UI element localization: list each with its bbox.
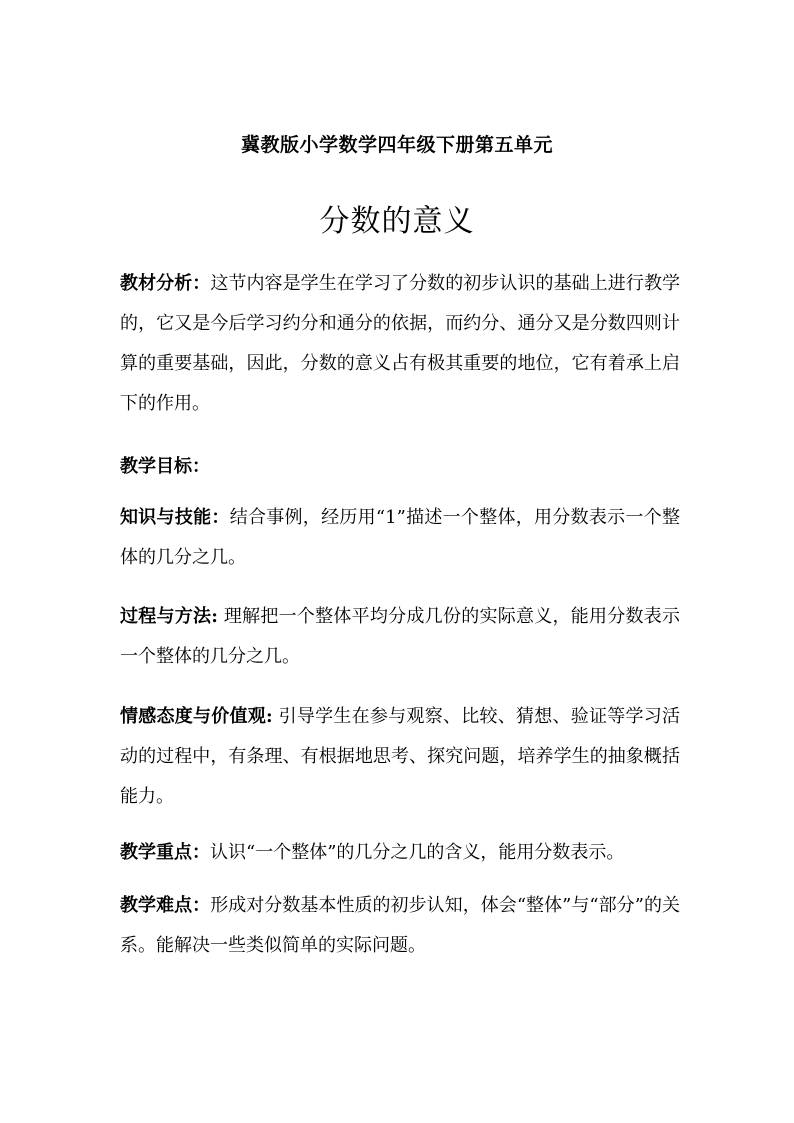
difficulty-label: 教学难点： <box>120 895 211 916</box>
process-text: 理解把一个整体平均分成几份的实际意义，能用分数表示一个整体的几分之几。 <box>120 606 680 667</box>
knowledge-paragraph <box>120 498 680 578</box>
key-point-paragraph <box>120 833 680 873</box>
document-title: 分数的意义 <box>319 204 475 239</box>
analysis-paragraph <box>120 264 680 424</box>
process-paragraph <box>120 597 680 677</box>
document-subtitle: 冀教版小学数学四年级下册第五单元 <box>240 134 553 156</box>
analysis-label: 教材分析： <box>120 273 211 294</box>
difficulty-paragraph <box>120 886 680 966</box>
emotion-label: 情感态度与价值观: <box>120 706 273 727</box>
knowledge-text: 结合事例，经历用“1”描述一个整体，用分数表示一个整体的几分之几。 <box>120 507 680 568</box>
analysis-text: 这节内容是学生在学习了分数的初步认识的基础上进行教学的，它又是今后学习约分和通分的依据，而约分、通分又是分数四则计算的重要基础，因此，分数的意义占有极其重要的地位，它有着承上启下的作用。 <box>120 273 681 414</box>
knowledge-label: 知识与技能： <box>120 507 230 528</box>
emotion-text: 引导学生在参与观察、比较、猜想、验证等学习活动的过程中，有条理、有根据地思考、探究问题，培养学生的抽象概括能力。 <box>120 706 680 807</box>
goals-heading <box>120 447 680 487</box>
goals-label: 教学目标： <box>120 456 210 477</box>
emotion-paragraph <box>120 697 680 817</box>
key-point-text: 认识“一个整体”的几分之几的含义，能用分数表示。 <box>210 842 625 863</box>
key-point-label: 教学重点： <box>120 842 210 863</box>
difficulty-text: 形成对分数基本性质的初步认知，体会“整体”与“部分”的关系。能解决一些类似简单的实际问题。 <box>120 895 680 956</box>
process-label: 过程与方法: <box>120 606 218 627</box>
